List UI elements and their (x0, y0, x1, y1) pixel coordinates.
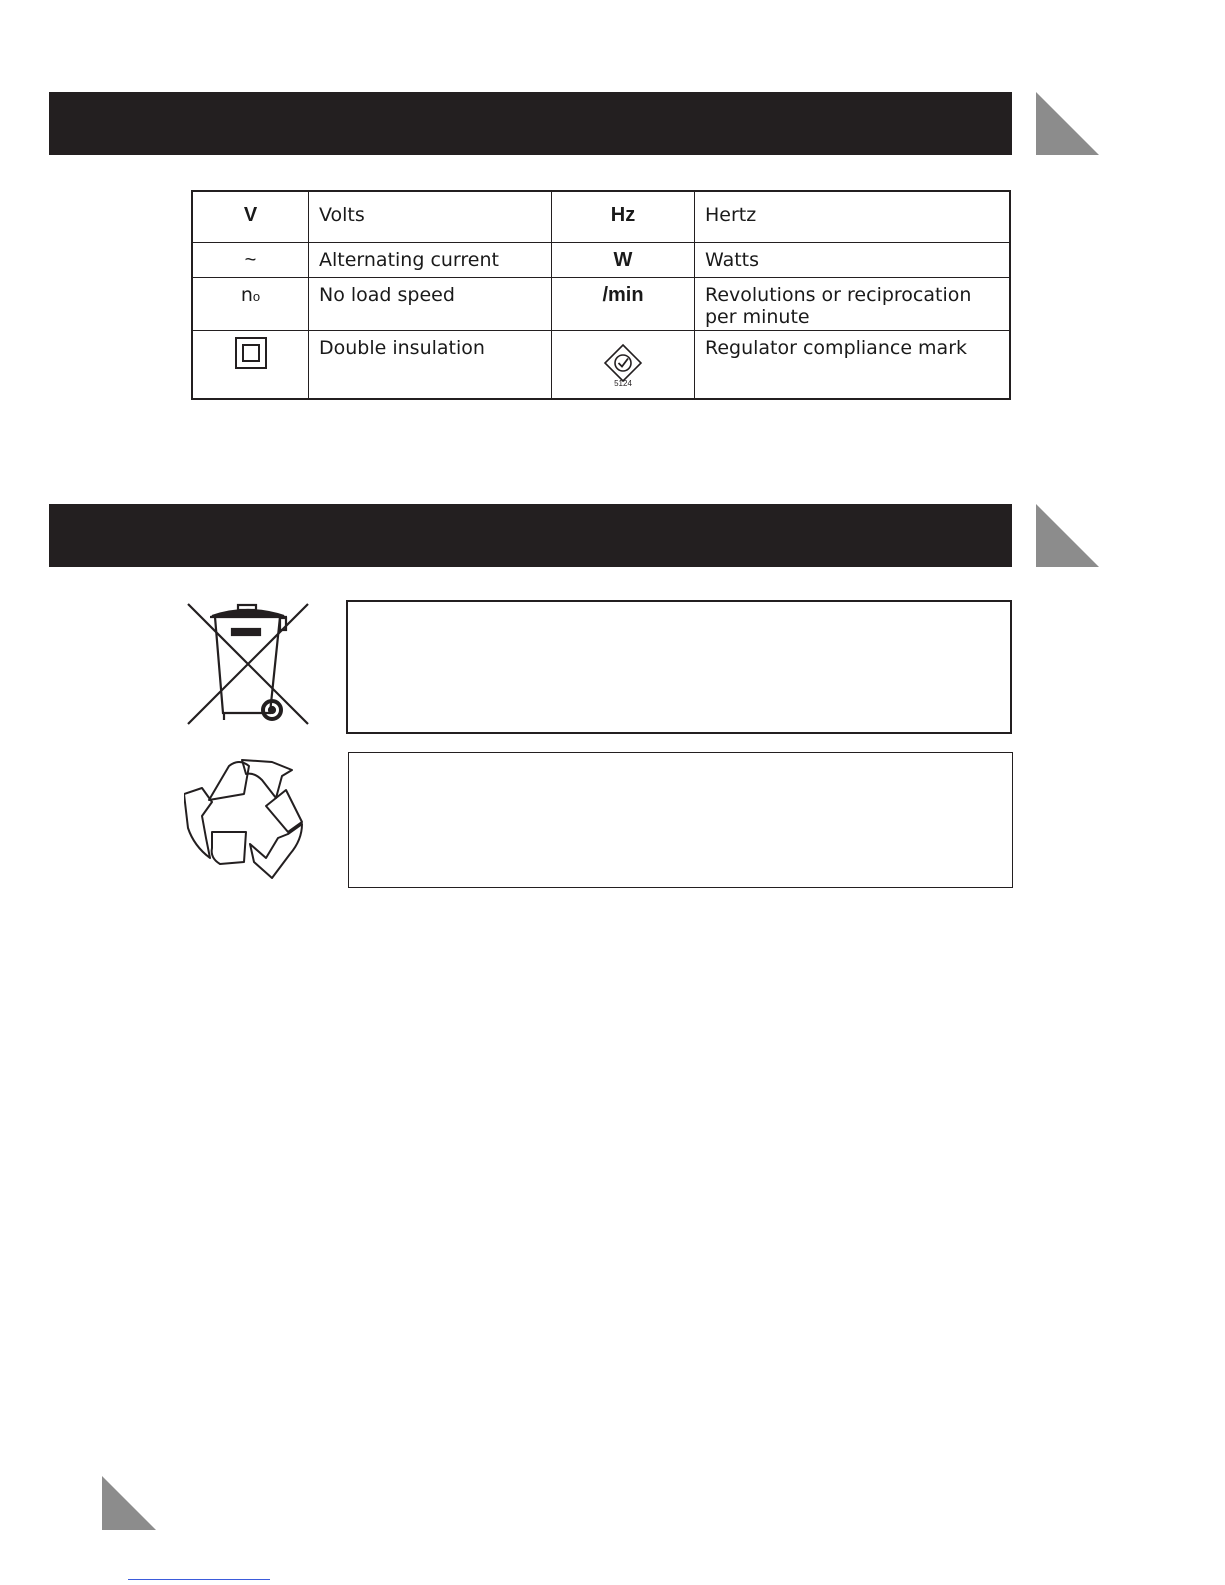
double-insulation-icon (235, 337, 267, 369)
symbol-alternating-current: ~ (192, 243, 309, 278)
crossed-out-wheelie-bin-icon (186, 602, 311, 726)
recycling-notice-box (348, 752, 1013, 888)
label-volts: Volts (309, 191, 552, 243)
label-hertz: Hertz (695, 191, 1011, 243)
symbol-hertz: Hz (552, 191, 695, 243)
symbols-table (191, 190, 1011, 400)
section-header-band-1 (49, 92, 1012, 155)
label-watts: Watts (695, 243, 1011, 278)
label-per-minute: Revolutions or reciprocation per minute (695, 278, 1011, 331)
footer-link-underline (128, 1579, 270, 1580)
recycle-icon (184, 758, 306, 883)
table-row (192, 278, 1010, 331)
symbol-watts: W (552, 243, 695, 278)
symbol-volts: V (192, 191, 309, 243)
label-alternating-current: Alternating current (309, 243, 552, 278)
page-corner-marker-2 (1036, 504, 1099, 567)
page-corner-marker-3 (102, 1476, 156, 1530)
label-double-insulation: Double insulation (309, 331, 552, 400)
table-row (192, 191, 1010, 243)
label-no-load-speed: No load speed (309, 278, 552, 331)
symbol-no-load-speed-main: n (240, 284, 253, 306)
section-header-band-2 (49, 504, 1012, 567)
symbol-no-load-speed (192, 278, 309, 331)
label-regulator-compliance-mark: Regulator compliance mark (695, 331, 1011, 400)
page-corner-marker-1 (1036, 92, 1099, 155)
rcm-icon (601, 343, 645, 387)
rcm-number: 5124 (614, 379, 632, 387)
table-row (192, 243, 1010, 278)
disposal-notice-box (346, 600, 1012, 734)
symbol-no-load-speed-sub: o (252, 289, 261, 304)
symbol-per-minute: /min (552, 278, 695, 331)
table-row (192, 331, 1010, 400)
